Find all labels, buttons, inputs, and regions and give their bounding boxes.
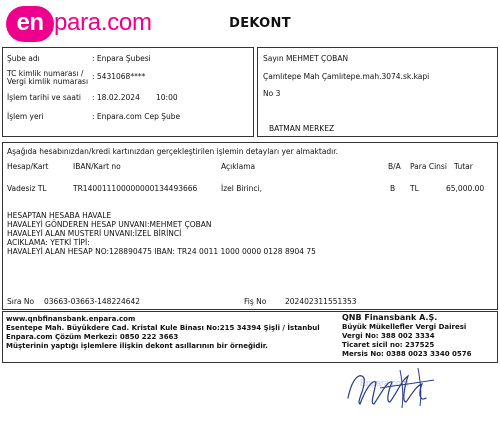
customer-name: Sayın MEHMET ÇOBAN	[263, 54, 349, 63]
enpara-logo	[6, 6, 156, 42]
header-iban: IBAN/Kart no	[73, 162, 121, 171]
tc-label-line2: Vergi kimlik numarası	[7, 77, 89, 86]
logo-wordmark	[54, 8, 152, 38]
header-amount: Tutar	[454, 162, 473, 171]
fis-value: 202402311551353	[285, 297, 357, 306]
detail-line: HESAPTAN HESABA HAVALE	[7, 211, 112, 220]
detail-line: HAVALEYİ ALAN MUSTERİ UNVANI:İZEL BİRİNCİ	[7, 229, 182, 238]
detail-line: HAVALEYİ ALAN HESAP NO:128890475 IBAN: TR24 0011 1000 0000 0128 8904 75	[7, 247, 316, 256]
header-currency: Para Cinsi	[410, 162, 447, 171]
sira-label: Sıra No	[7, 297, 35, 306]
row-account: Vadesiz TL	[7, 184, 47, 193]
stamp-text: Enpara.com	[360, 378, 409, 388]
tax-number: Vergi No: 388 002 3334	[342, 332, 435, 340]
place-label: İşlem yeri	[7, 112, 44, 121]
time-value: 10:00	[156, 93, 178, 102]
tc-value: : 5431068****	[92, 72, 146, 81]
detail-line: HAVALEYİ GÖNDEREN HESAP UNVANI:MEHMET ÇOBAN	[7, 220, 212, 229]
header-account: Hesap/Kart	[7, 162, 49, 171]
tc-label-line1: TC kimlik numarası /	[7, 69, 84, 78]
trade-registry: Ticaret sicil no: 237525	[342, 341, 435, 349]
row-amount: 65,000.00	[446, 184, 485, 193]
address-line1: Çamlıtepe Mah Çamlıtepe.mah.3074.sk.kapi	[263, 72, 430, 81]
document-title: DEKONT	[229, 16, 291, 31]
sira-value: 03663-03663-148224642	[44, 297, 141, 306]
bank-name: QNB Finansbank A.Ş.	[342, 313, 438, 322]
tax-office: Büyük Mükellefler Vergi Dairesi	[342, 323, 467, 331]
branch-label: Şube adı	[7, 54, 40, 63]
logo-wordmark-domain: .com	[100, 9, 152, 36]
detail-line: ACIKLAMA: YETKİ TİPİ:	[7, 238, 90, 247]
city: BATMAN MERKEZ	[269, 124, 335, 133]
row-iban: TR140011100000000134493666	[73, 184, 198, 193]
row-ba: B	[390, 184, 396, 193]
footer-website: www.qnbfinansbank.enpara.com	[6, 315, 136, 323]
header-description: Açıklama	[221, 162, 256, 171]
address-line2: No 3	[263, 89, 281, 98]
place-value: : Enpara.com Cep Şube	[92, 112, 181, 121]
row-description: İzel Birinci,	[221, 184, 262, 193]
row-currency: TL	[410, 184, 419, 193]
header-ba: B/A	[388, 162, 401, 171]
intro-text: Aşağıda hesabınızdan/kredi kartınızdan gerçekleştirilen işlemin detayları yer almaktadır.	[7, 147, 339, 156]
logo-mark: en	[6, 6, 54, 42]
date-value: : 18.02.2024	[92, 93, 140, 102]
logo-wordmark-name: para	[54, 9, 101, 36]
fis-label: Fiş No	[244, 297, 267, 306]
mersis-number: Mersis No: 0388 0023 3340 0576	[342, 350, 472, 358]
date-label: İşlem tarihi ve saati	[7, 93, 81, 102]
footer-address: Esentepe Mah. Büyükdere Cad. Kristal Kule Binası No:215 34394 Şişli / İstanbul	[6, 324, 320, 332]
footer-note: Müşterinin yaptığı işlemlere ilişkin dekont asıllarının bir örneğidir.	[6, 342, 268, 350]
footer-call-center: Enpara.com Çözüm Merkezi: 0850 222 3663	[6, 333, 179, 341]
branch-value: : Enpara Şubesi	[92, 54, 151, 63]
signature-stamp	[330, 358, 460, 414]
